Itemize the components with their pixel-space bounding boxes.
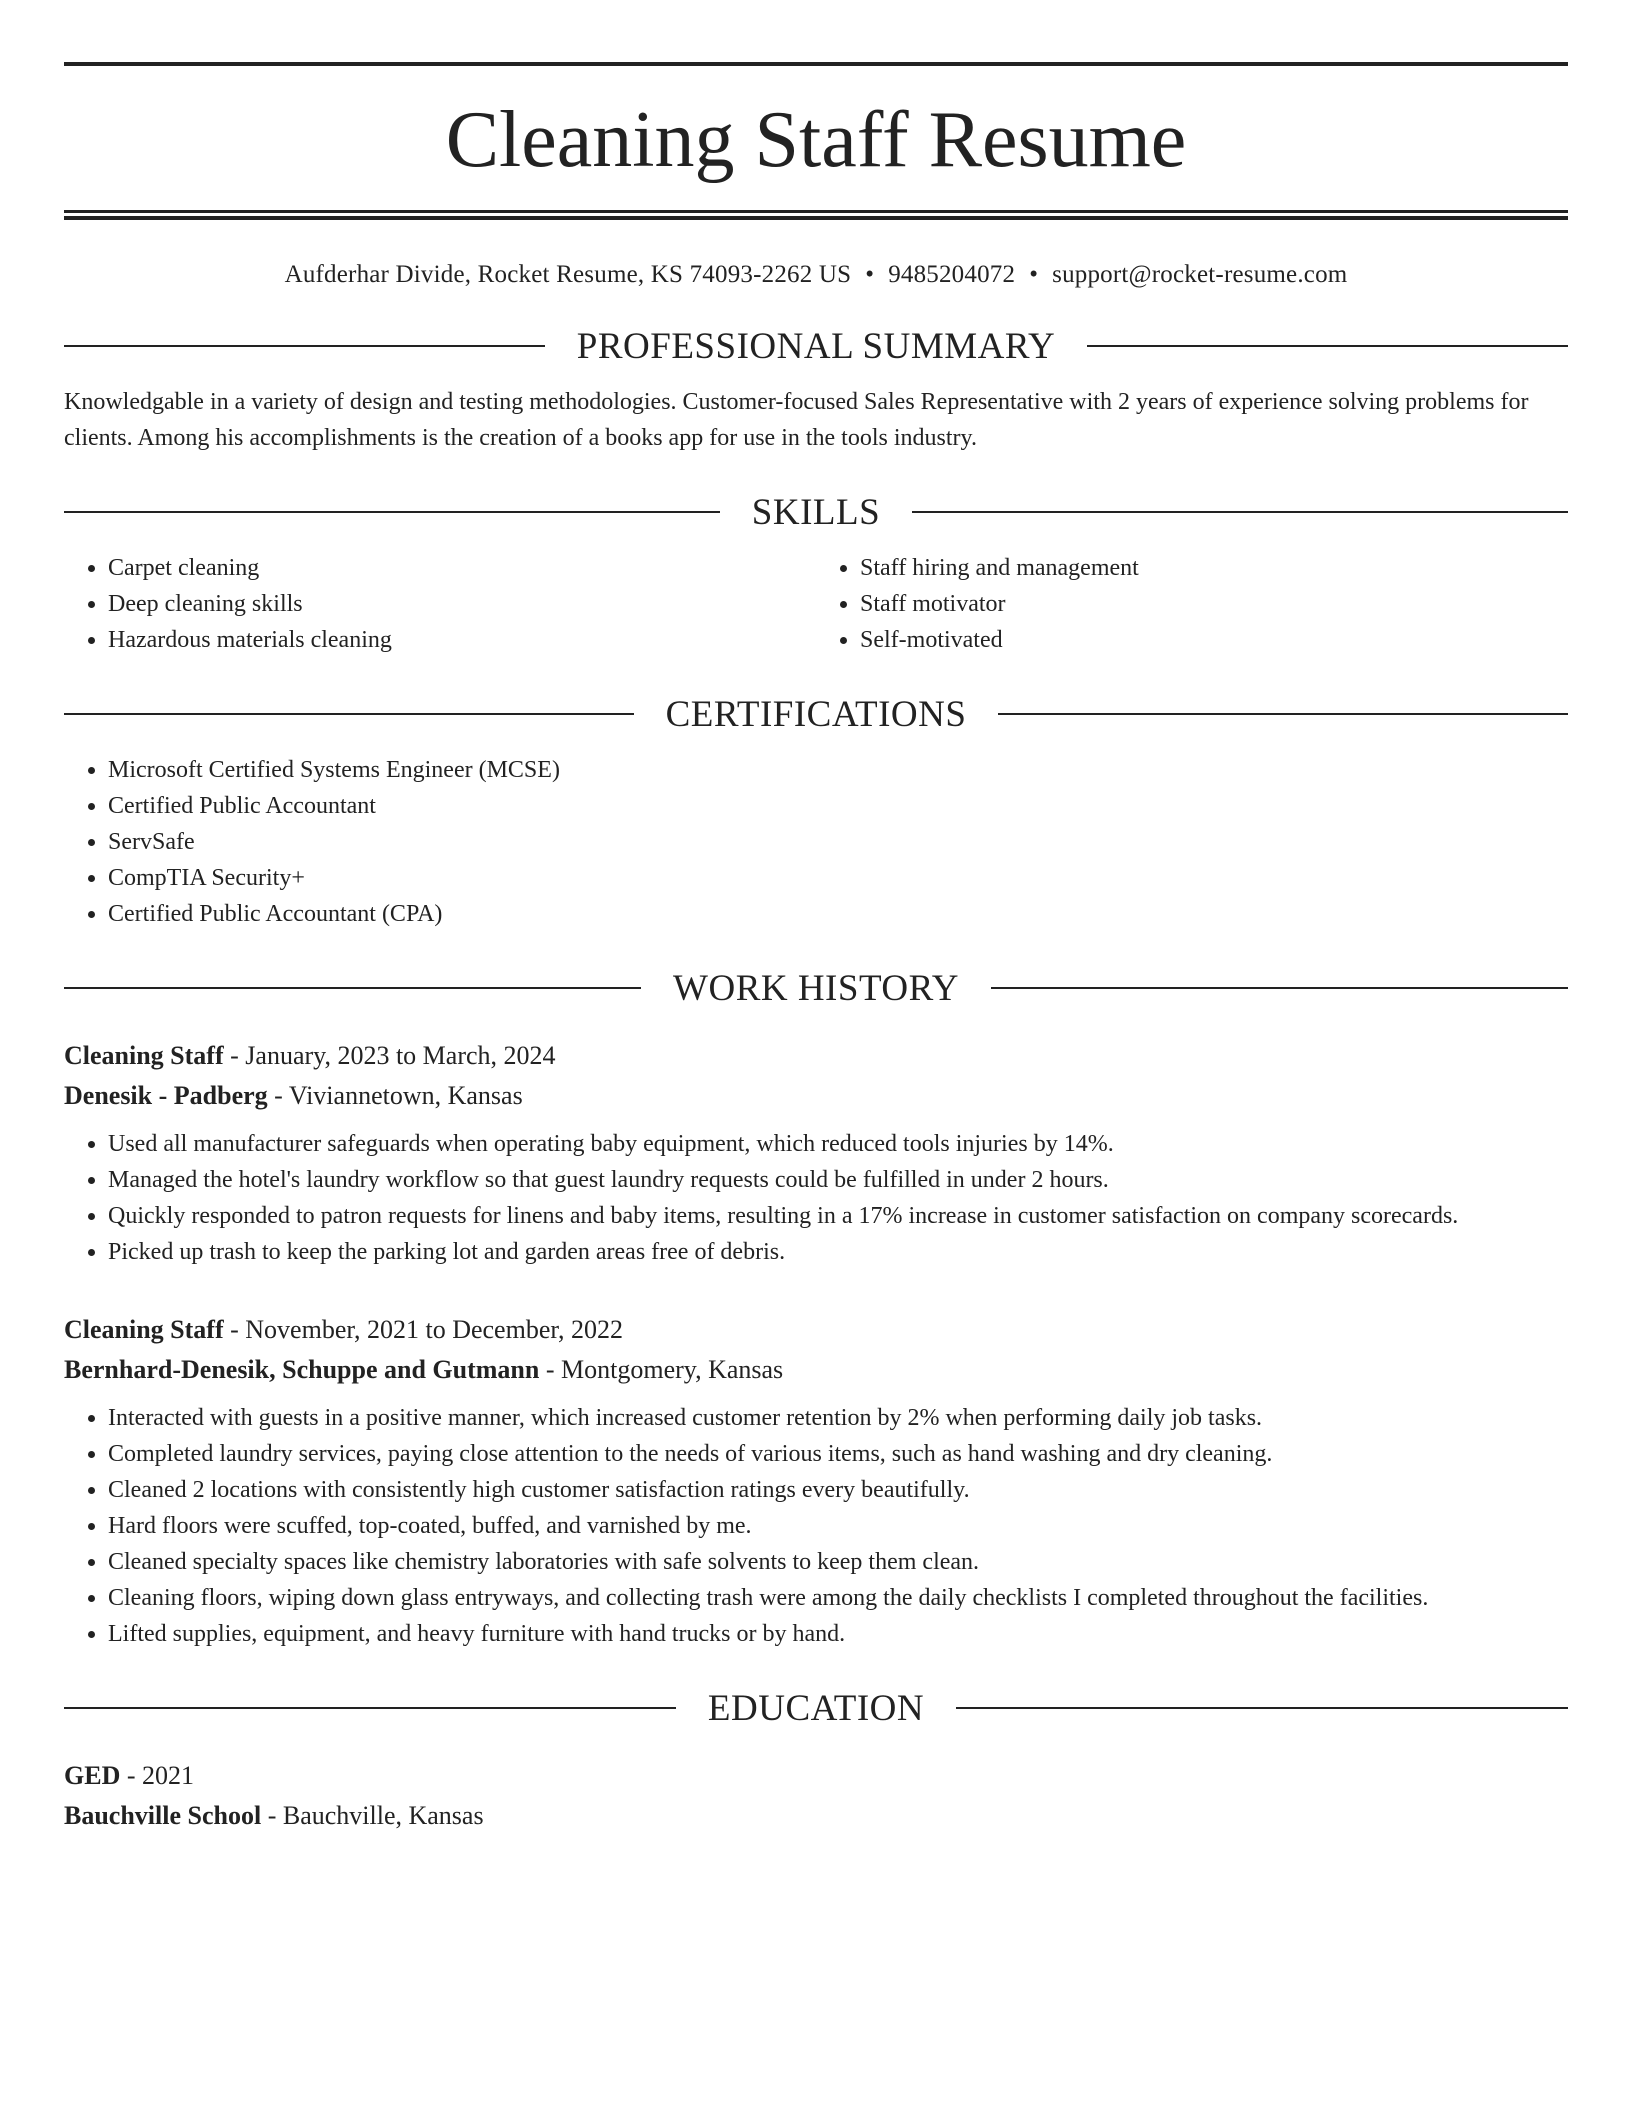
job-dates: - November, 2021 to December, 2022 (223, 1315, 623, 1344)
contact-separator: • (1029, 261, 1039, 288)
certification-item: • CompTIA Security+ (108, 860, 1568, 896)
heading-rule-right (991, 987, 1568, 989)
contact-email: support@rocket-resume.com (1052, 261, 1348, 288)
contact-line (64, 260, 1568, 290)
job-bullet: • Managed the hotel's laundry workflow so that guest laundry requests could be fulfilled in under 2 hours. (108, 1162, 1568, 1198)
job-company: Denesik - Padberg (64, 1081, 268, 1110)
certification-item: • Certified Public Accountant (CPA) (108, 896, 1568, 932)
skills-list-right (816, 550, 1568, 658)
job-entry (64, 1310, 1568, 1652)
top-rule (64, 62, 1568, 66)
heading-rule-right (956, 1707, 1568, 1709)
heading-rule-left (64, 511, 720, 513)
education-school-line (64, 1796, 1568, 1836)
job-company: Bernhard-Denesik, Schuppe and Gutmann (64, 1355, 540, 1384)
summary-text: Knowledgable in a variety of design and testing methodologies. Customer-focused Sales Representative with 2 years of experience solving problems for clients. Among his accomplishments is the creation of a books app for use in the tools industry. (64, 389, 1529, 451)
certification-item: • Certified Public Accountant (108, 788, 1568, 824)
heading-rule-right (912, 511, 1568, 513)
job-dates: - January, 2023 to March, 2024 (223, 1041, 556, 1070)
work-history-heading-label: WORK HISTORY (673, 967, 959, 1009)
skills-heading (64, 490, 1568, 534)
job-title-line (64, 1036, 1568, 1076)
summary-heading-label: PROFESSIONAL SUMMARY (576, 325, 1056, 367)
skills-columns (64, 550, 1568, 658)
job-bullet: • Quickly responded to patron requests for linens and baby items, resulting in a 17% increase in customer satisfaction on company scorecards. (108, 1198, 1568, 1234)
heading-rule-right (998, 713, 1568, 715)
skill-item: • Staff motivator (860, 586, 1568, 622)
job-bullet: • Hard floors were scuffed, top-coated, buffed, and varnished by me. (108, 1508, 1568, 1544)
job-bullet: • Cleaned 2 locations with consistently high customer satisfaction ratings every beautifully. (108, 1472, 1568, 1508)
job-company-line (64, 1350, 1568, 1390)
education-school: Bauchville School (64, 1801, 262, 1830)
job-bullet: • Interacted with guests in a positive manner, which increased customer retention by 2% when performing daily job tasks. (108, 1400, 1568, 1436)
education-heading (64, 1686, 1568, 1730)
job-bullet: • Cleaned specialty spaces like chemistry laboratories with safe solvents to keep them clean. (108, 1544, 1568, 1580)
certifications-list (64, 752, 1568, 932)
summary-heading (64, 324, 1568, 368)
skill-item: • Self-motivated (860, 622, 1568, 658)
education-entry (64, 1756, 1568, 1836)
certifications-heading (64, 692, 1568, 736)
job-title: Cleaning Staff (64, 1315, 224, 1344)
resume-title: Cleaning Staff Resume (445, 96, 1187, 184)
skills-heading-label: SKILLS (751, 491, 881, 533)
education-location: - Bauchville, Kansas (261, 1801, 484, 1830)
heading-rule-right (1087, 345, 1568, 347)
work-history-heading (64, 966, 1568, 1010)
job-company-line (64, 1076, 1568, 1116)
job-entry (64, 1036, 1568, 1270)
job-bullet: • Used all manufacturer safeguards when operating baby equipment, which reduced tools injuries by 14%. (108, 1126, 1568, 1162)
heading-rule-left (64, 1707, 676, 1709)
job-title: Cleaning Staff (64, 1041, 224, 1070)
job-location: - Montgomery, Kansas (539, 1355, 784, 1384)
contact-separator: • (865, 261, 875, 288)
job-bullet: • Picked up trash to keep the parking lot and garden areas free of debris. (108, 1234, 1568, 1270)
job-bullet: • Lifted supplies, equipment, and heavy furniture with hand trucks or by hand. (108, 1616, 1568, 1652)
education-year: - 2021 (120, 1761, 195, 1790)
education-heading-label: EDUCATION (707, 1687, 925, 1729)
heading-rule-left (64, 713, 634, 715)
contact-address: Aufderhar Divide, Rocket Resume, KS 74093-2262 US (284, 261, 852, 288)
skill-item: • Deep cleaning skills (108, 586, 816, 622)
job-location: - Viviannetown, Kansas (267, 1081, 523, 1110)
certification-item: • Microsoft Certified Systems Engineer (MCSE) (108, 752, 1568, 788)
skills-list-left (64, 550, 816, 658)
job-bullets (64, 1126, 1568, 1270)
job-bullet: • Cleaning floors, wiping down glass entryways, and collecting trash were among the daily checklists I completed throughout the facilities. (108, 1580, 1568, 1616)
skill-item: • Hazardous materials cleaning (108, 622, 816, 658)
job-bullets (64, 1400, 1568, 1652)
job-bullet: • Completed laundry services, paying close attention to the needs of various items, such as hand washing and dry cleaning. (108, 1436, 1568, 1472)
contact-phone: 9485204072 (888, 261, 1016, 288)
job-title-line (64, 1310, 1568, 1350)
skill-item: • Staff hiring and management (860, 550, 1568, 586)
certification-item: • ServSafe (108, 824, 1568, 860)
education-degree-line (64, 1756, 1568, 1796)
education-degree: GED (64, 1761, 121, 1790)
skill-item: • Carpet cleaning (108, 550, 816, 586)
heading-rule-left (64, 987, 641, 989)
heading-rule-left (64, 345, 545, 347)
title-double-rule (64, 210, 1568, 220)
certifications-heading-label: CERTIFICATIONS (665, 693, 967, 735)
